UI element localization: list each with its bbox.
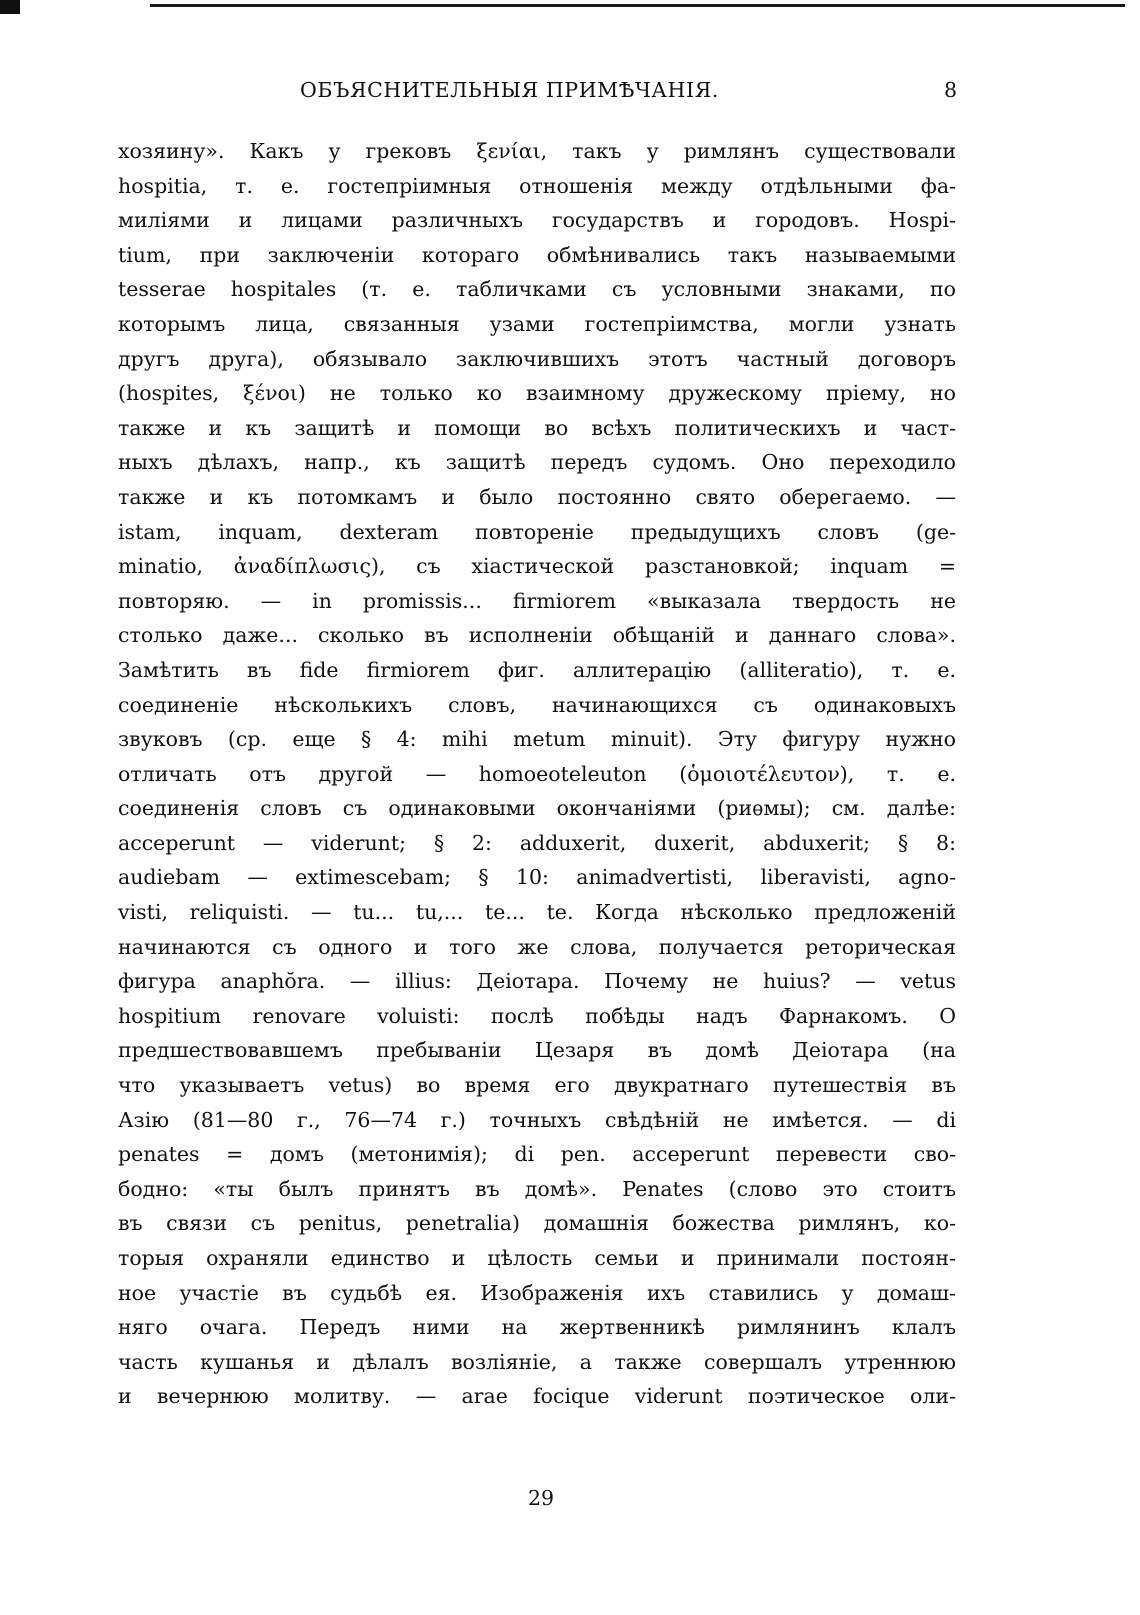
text-line: въ связи съ penitus, penetralia) домашнія божества римлянъ, ко- — [118, 1211, 956, 1236]
text-line: istam, inquam, dexteram повтореніе предыдущихъ словъ (ge- — [118, 519, 956, 544]
text-line: предшествовавшемъ пребываніи Цезаря въ домѣ Деіотара (на — [118, 1038, 956, 1063]
text-line: visti, reliquisti. — tu... tu,... te... te. Когда нѣсколько предложеній — [118, 900, 956, 925]
body-text — [118, 134, 956, 1414]
text-line: столько даже... сколько въ исполненіи обѣщаній и даннаго слова». — [118, 623, 956, 648]
text-line: хозяину». Какъ у грековъ ξενίαι, такъ у римлянъ существовали — [118, 139, 956, 163]
text-line: ныхъ дѣлахъ, напр., къ защитѣ передъ судомъ. Оно переходило — [118, 450, 956, 475]
page-number: 8 — [944, 78, 958, 102]
text-line: tesserae hospitales (т. е. табличками съ условными знаками, по — [118, 277, 956, 302]
text-line: также и къ защитѣ и помощи во всѣхъ политическихъ и част- — [118, 415, 956, 440]
text-line: фигура anaphŏra. — illius: Деіотара. Почему не huius? — vetus — [118, 969, 956, 994]
text-line: соединенія словъ съ одинаковыми окончаніями (риѳмы); см. далѣе: — [118, 796, 956, 821]
text-line: Азію (81—80 г., 76—74 г.) точныхъ свѣдѣній не имѣется. — di — [118, 1107, 956, 1132]
text-line: соединеніе нѣсколькихъ словъ, начинающихся съ одинаковыхъ — [118, 692, 956, 717]
text-line: отличать отъ другой — homoeoteleuton (ὁμοιοτέλευτον), т. е. — [118, 761, 956, 786]
text-line: penates = домъ (метонимія); di pen. acceperunt перевести сво- — [118, 1142, 956, 1167]
text-line: (hospites, ξένοι) не только ко взаимному дружескому пріему, но — [118, 381, 956, 406]
text-line: minatio, ἀναδίπλωσις), съ хіастической разстановкой; inquam = — [118, 554, 956, 579]
folio: 29 — [528, 1486, 555, 1510]
running-title: ОБЪЯСНИТЕЛЬНЫЯ ПРИМѢЧАНІЯ. — [300, 78, 720, 102]
text-line: audiebam — extimescebam; § 10: animadvertisti, liberavisti, agno- — [118, 865, 956, 890]
text-line: tium, при заключеніи котораго обмѣнивались такъ называемыми — [118, 242, 956, 267]
text-line: бодно: «ты былъ принятъ въ домѣ». Penates (слово это стоитъ — [118, 1176, 956, 1201]
text-line: acceperunt — viderunt; § 2: adduxerit, duxerit, abduxerit; § 8: — [118, 830, 956, 855]
text-line: и вечернюю молитву. — arae focique viderunt поэтическое оли- — [118, 1384, 956, 1409]
text-line: ное участіе въ судьбѣ ея. Изображенія ихъ ставились у домаш- — [118, 1280, 956, 1305]
text-line: начинаются съ одного и того же слова, получается реторическая — [118, 934, 956, 959]
text-line: другъ друга), обязывало заключившихъ этотъ частный договоръ — [118, 346, 956, 371]
text-line: торыя охраняли единство и цѣлость семьи и принимали постоян- — [118, 1246, 956, 1270]
text-line: Замѣтить въ fide firmiorem фиг. аллитерацію (alliteratio), т. е. — [118, 657, 956, 682]
scan-corner-mark — [0, 0, 20, 14]
text-line: hospitium renovare voluisti: послѣ побѣды надъ Фарнакомъ. О — [118, 1003, 956, 1028]
text-line: также и къ потомкамъ и было постоянно свято оберегаемо. — — [118, 484, 956, 509]
top-rule — [150, 4, 1125, 7]
text-line: звуковъ (ср. еще § 4: mihi metum minuit). Эту фигуру нужно — [118, 727, 956, 752]
text-line: няго очага. Передъ ними на жертвенникѣ римлянинъ клалъ — [118, 1315, 956, 1340]
text-line: hospitia, т. е. гостепріимныя отношенія между отдѣльными фа- — [118, 173, 956, 198]
text-line: часть кушанья и дѣлалъ возліяніе, а также совершалъ утреннюю — [118, 1349, 956, 1374]
text-line: повторяю. — in promissis... firmiorem «выказала твердость не — [118, 588, 956, 613]
text-line: миліями и лицами различныхъ государствъ и городовъ. Hospi- — [118, 208, 956, 233]
text-line: которымъ лица, связанныя узами гостепріимства, могли узнать — [118, 311, 956, 336]
text-line: что указываетъ vetus) во время его двукратнаго путешествія въ — [118, 1073, 956, 1098]
